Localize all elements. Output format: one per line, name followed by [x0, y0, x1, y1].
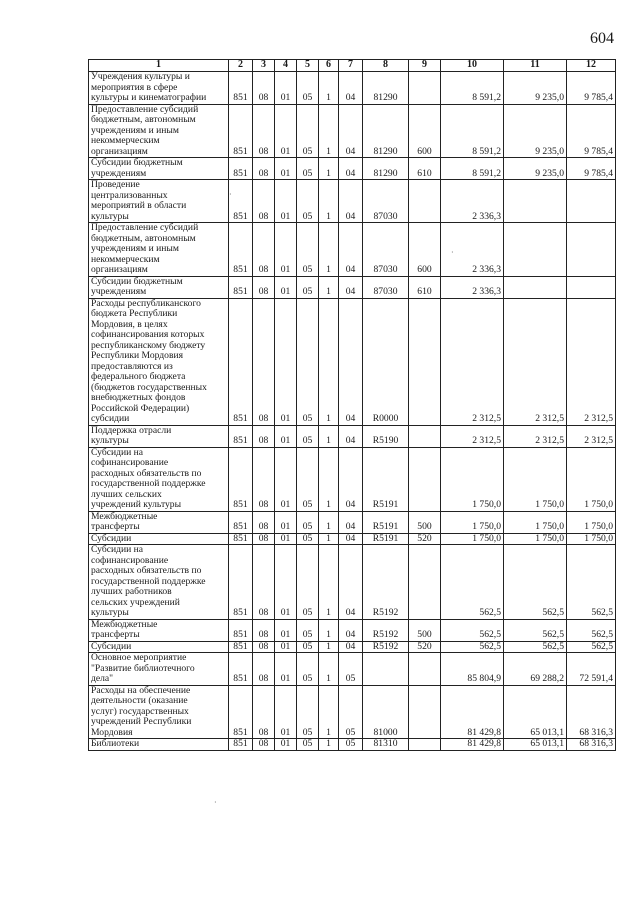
row-value-cell: 01	[275, 533, 297, 545]
row-label-cell: Расходы республиканского бюджета Республики Мордовия, в целях софинансирования которых республиканскому бюджету Республики Мордовия предоставляются из федерального бюджета (бюджетов государственных внебюджетных фондов Российской Федерации) субсидии	[89, 298, 229, 425]
row-value-cell	[567, 223, 616, 277]
row-value-cell: 562,5	[441, 619, 504, 641]
header-cell: 4	[275, 60, 297, 72]
row-value-cell: 04	[339, 72, 363, 105]
row-value-cell: 08	[253, 180, 275, 223]
row-value-cell	[504, 223, 567, 277]
row-value-cell: 05	[339, 739, 363, 751]
row-value-cell: 81290	[363, 104, 409, 158]
row-value-cell: 05	[297, 425, 319, 447]
row-value-cell: 05	[297, 739, 319, 751]
row-value-cell: 01	[275, 739, 297, 751]
row-value-cell: 81290	[363, 158, 409, 180]
row-value-cell: 520	[409, 641, 441, 653]
row-label-cell: Предоставление субсидий бюджетным, автономным учреждениям и иным некоммерческим организациям	[89, 223, 229, 277]
row-value-cell: 01	[275, 298, 297, 425]
row-value-cell: 04	[339, 104, 363, 158]
header-cell: 3	[253, 60, 275, 72]
row-value-cell: 81000	[363, 685, 409, 739]
row-value-cell: 04	[339, 425, 363, 447]
row-value-cell: 01	[275, 511, 297, 533]
row-value-cell: R5191	[363, 533, 409, 545]
row-value-cell	[409, 298, 441, 425]
row-label-cell: Субсидии	[89, 533, 229, 545]
row-value-cell: 851	[229, 533, 253, 545]
row-value-cell: 500	[409, 511, 441, 533]
row-value-cell: 851	[229, 653, 253, 686]
row-value-cell	[409, 447, 441, 511]
row-value-cell: 04	[339, 641, 363, 653]
row-value-cell: 851	[229, 72, 253, 105]
row-value-cell: 08	[253, 447, 275, 511]
table-row	[89, 533, 616, 545]
row-value-cell: 69 288,2	[504, 653, 567, 686]
row-value-cell: 08	[253, 533, 275, 545]
row-value-cell: 851	[229, 511, 253, 533]
row-value-cell: 562,5	[504, 619, 567, 641]
row-value-cell: 05	[297, 511, 319, 533]
table-row	[89, 158, 616, 180]
row-value-cell: 2 336,3	[441, 180, 504, 223]
row-value-cell: 01	[275, 180, 297, 223]
row-value-cell	[504, 180, 567, 223]
row-value-cell: 1	[319, 223, 339, 277]
row-value-cell: 562,5	[567, 641, 616, 653]
row-value-cell	[504, 276, 567, 298]
table-row	[89, 511, 616, 533]
header-cell: 6	[319, 60, 339, 72]
row-value-cell: 01	[275, 158, 297, 180]
row-value-cell: 1 750,0	[567, 533, 616, 545]
row-label-cell: Предоставление субсидий бюджетным, автономным учреждениям и иным некоммерческим организациям	[89, 104, 229, 158]
row-value-cell: 04	[339, 298, 363, 425]
row-value-cell: 851	[229, 641, 253, 653]
row-value-cell: 1	[319, 276, 339, 298]
row-value-cell	[409, 653, 441, 686]
row-value-cell: 81 429,8	[441, 739, 504, 751]
row-label-cell: Межбюджетные трансферты	[89, 511, 229, 533]
row-value-cell: 2 312,5	[567, 425, 616, 447]
row-value-cell: 01	[275, 653, 297, 686]
table-row	[89, 653, 616, 686]
row-value-cell: 9 235,0	[504, 158, 567, 180]
row-label-cell: Субсидии бюджетным учреждениям	[89, 276, 229, 298]
row-value-cell: 68 316,3	[567, 739, 616, 751]
row-label-cell: Учреждения культуры и мероприятия в сфере культуры и кинематографии	[89, 72, 229, 105]
row-value-cell: R5192	[363, 641, 409, 653]
row-value-cell: 851	[229, 276, 253, 298]
table-row	[89, 72, 616, 105]
scan-mark: ·	[229, 190, 232, 199]
row-value-cell: 81 429,8	[441, 685, 504, 739]
row-value-cell: 08	[253, 641, 275, 653]
row-value-cell: 01	[275, 425, 297, 447]
row-value-cell: 1	[319, 180, 339, 223]
row-value-cell: 08	[253, 739, 275, 751]
row-value-cell: R5190	[363, 425, 409, 447]
row-value-cell: 01	[275, 276, 297, 298]
header-cell: 5	[297, 60, 319, 72]
row-value-cell: 9 235,0	[504, 104, 567, 158]
row-value-cell: 08	[253, 158, 275, 180]
row-value-cell: 1 750,0	[441, 511, 504, 533]
row-value-cell: 87030	[363, 180, 409, 223]
row-value-cell: 520	[409, 533, 441, 545]
row-value-cell	[409, 72, 441, 105]
row-value-cell: 85 804,9	[441, 653, 504, 686]
row-value-cell: 05	[297, 180, 319, 223]
row-value-cell: 05	[297, 545, 319, 620]
header-cell: 9	[409, 60, 441, 72]
row-value-cell: 562,5	[567, 619, 616, 641]
row-label-cell: Основное мероприятие "Развитие библиотечного дела"	[89, 653, 229, 686]
row-value-cell: 9 235,0	[504, 72, 567, 105]
row-value-cell: 1	[319, 158, 339, 180]
row-value-cell: 2 336,3	[441, 223, 504, 277]
scan-mark: ·	[214, 798, 217, 807]
row-value-cell: 01	[275, 72, 297, 105]
row-value-cell: R0000	[363, 298, 409, 425]
row-value-cell: 1 750,0	[504, 511, 567, 533]
row-value-cell: 04	[339, 180, 363, 223]
row-value-cell: 851	[229, 158, 253, 180]
row-value-cell	[409, 685, 441, 739]
row-value-cell: 81290	[363, 72, 409, 105]
row-label-cell: Субсидии на софинансирование расходных обязательств по государственной поддержке лучших сельских учреждений культуры	[89, 447, 229, 511]
row-value-cell: 1	[319, 641, 339, 653]
row-value-cell: 1	[319, 447, 339, 511]
row-label-cell: Библиотеки	[89, 739, 229, 751]
row-value-cell: R5191	[363, 447, 409, 511]
row-value-cell: 851	[229, 545, 253, 620]
row-value-cell: 81310	[363, 739, 409, 751]
header-cell: 11	[504, 60, 567, 72]
row-value-cell: 610	[409, 158, 441, 180]
row-value-cell: 851	[229, 685, 253, 739]
row-value-cell: 08	[253, 72, 275, 105]
row-value-cell: 600	[409, 223, 441, 277]
row-value-cell: 851	[229, 298, 253, 425]
table-row	[89, 104, 616, 158]
row-value-cell: 04	[339, 447, 363, 511]
row-value-cell: 08	[253, 223, 275, 277]
row-value-cell	[567, 276, 616, 298]
row-value-cell: 8 591,2	[441, 104, 504, 158]
table-row	[89, 180, 616, 223]
row-value-cell: 1	[319, 685, 339, 739]
table-row	[89, 545, 616, 620]
table-row	[89, 619, 616, 641]
header-cell: 10	[441, 60, 504, 72]
row-value-cell: 05	[297, 685, 319, 739]
row-value-cell: 04	[339, 223, 363, 277]
page-number: 604	[590, 30, 614, 47]
row-value-cell: 08	[253, 276, 275, 298]
scan-mark: ·	[451, 248, 454, 257]
row-value-cell: 1	[319, 619, 339, 641]
row-value-cell	[409, 545, 441, 620]
row-value-cell: 04	[339, 276, 363, 298]
row-value-cell: 08	[253, 104, 275, 158]
row-value-cell: 1	[319, 653, 339, 686]
row-value-cell: 08	[253, 545, 275, 620]
table-row	[89, 685, 616, 739]
row-value-cell: 1	[319, 104, 339, 158]
table-row	[89, 223, 616, 277]
row-value-cell: 1	[319, 739, 339, 751]
row-value-cell: R5192	[363, 619, 409, 641]
row-value-cell: 65 013,1	[504, 739, 567, 751]
row-value-cell: 04	[339, 511, 363, 533]
row-value-cell: 851	[229, 739, 253, 751]
row-value-cell: 851	[229, 447, 253, 511]
row-value-cell: 05	[339, 653, 363, 686]
row-value-cell: 01	[275, 447, 297, 511]
row-value-cell: 01	[275, 685, 297, 739]
row-value-cell: R5192	[363, 545, 409, 620]
row-value-cell: 1	[319, 533, 339, 545]
row-value-cell	[409, 180, 441, 223]
budget-table	[88, 59, 616, 751]
row-value-cell: 1 750,0	[441, 533, 504, 545]
row-value-cell: 1 750,0	[567, 511, 616, 533]
row-value-cell: 08	[253, 298, 275, 425]
row-value-cell: 1 750,0	[504, 533, 567, 545]
row-value-cell: 05	[297, 158, 319, 180]
row-value-cell	[567, 180, 616, 223]
row-value-cell: 08	[253, 619, 275, 641]
row-value-cell: 562,5	[441, 545, 504, 620]
table-row	[89, 739, 616, 751]
header-cell: 1	[89, 60, 229, 72]
row-value-cell: 05	[297, 653, 319, 686]
table-row	[89, 298, 616, 425]
row-value-cell: 01	[275, 104, 297, 158]
row-value-cell: 05	[297, 533, 319, 545]
table-body	[89, 72, 616, 751]
row-value-cell: 851	[229, 223, 253, 277]
row-value-cell: 01	[275, 545, 297, 620]
row-value-cell: 87030	[363, 276, 409, 298]
row-value-cell: R5191	[363, 511, 409, 533]
row-value-cell: 68 316,3	[567, 685, 616, 739]
row-value-cell: 2 312,5	[441, 425, 504, 447]
row-value-cell: 851	[229, 619, 253, 641]
row-value-cell: 01	[275, 223, 297, 277]
row-value-cell: 9 785,4	[567, 72, 616, 105]
row-value-cell: 600	[409, 104, 441, 158]
row-value-cell: 05	[339, 685, 363, 739]
row-value-cell: 04	[339, 158, 363, 180]
row-value-cell: 87030	[363, 223, 409, 277]
row-value-cell: 72 591,4	[567, 653, 616, 686]
row-value-cell	[363, 653, 409, 686]
row-value-cell: 2 312,5	[441, 298, 504, 425]
row-value-cell: 1	[319, 425, 339, 447]
header-cell: 12	[567, 60, 616, 72]
row-value-cell: 08	[253, 685, 275, 739]
row-value-cell: 05	[297, 72, 319, 105]
header-cell: 7	[339, 60, 363, 72]
table-row	[89, 641, 616, 653]
row-label-cell: Субсидии на софинансирование расходных обязательств по государственной поддержке лучших работников сельских учреждений культуры	[89, 545, 229, 620]
row-value-cell: 2 312,5	[567, 298, 616, 425]
row-value-cell	[409, 425, 441, 447]
row-value-cell: 08	[253, 653, 275, 686]
row-value-cell: 2 312,5	[504, 298, 567, 425]
row-value-cell: 8 591,2	[441, 158, 504, 180]
row-value-cell: 04	[339, 619, 363, 641]
row-value-cell: 05	[297, 104, 319, 158]
row-label-cell: Поддержка отрасли культуры	[89, 425, 229, 447]
row-value-cell: 01	[275, 641, 297, 653]
row-label-cell: Проведение централизованных мероприятий в области культуры	[89, 180, 229, 223]
header-cell: 2	[229, 60, 253, 72]
row-value-cell: 2 312,5	[504, 425, 567, 447]
row-value-cell: 1	[319, 511, 339, 533]
row-value-cell: 9 785,4	[567, 158, 616, 180]
row-value-cell: 05	[297, 447, 319, 511]
row-value-cell: 2 336,3	[441, 276, 504, 298]
table-row	[89, 447, 616, 511]
row-value-cell: 1 750,0	[567, 447, 616, 511]
row-label-cell: Межбюджетные трансферты	[89, 619, 229, 641]
row-value-cell: 562,5	[504, 641, 567, 653]
header-cell: 8	[363, 60, 409, 72]
row-value-cell: 05	[297, 641, 319, 653]
row-label-cell: Субсидии бюджетным учреждениям	[89, 158, 229, 180]
row-value-cell: 851	[229, 425, 253, 447]
row-value-cell: 05	[297, 619, 319, 641]
row-value-cell: 08	[253, 425, 275, 447]
row-value-cell: 04	[339, 533, 363, 545]
row-value-cell: 1	[319, 545, 339, 620]
row-value-cell: 8 591,2	[441, 72, 504, 105]
row-value-cell: 05	[297, 276, 319, 298]
row-value-cell: 500	[409, 619, 441, 641]
row-value-cell: 1	[319, 72, 339, 105]
row-value-cell: 05	[297, 223, 319, 277]
row-value-cell: 851	[229, 104, 253, 158]
row-value-cell: 01	[275, 619, 297, 641]
row-value-cell: 1	[319, 298, 339, 425]
row-value-cell: 1 750,0	[504, 447, 567, 511]
row-label-cell: Субсидии	[89, 641, 229, 653]
table-row	[89, 276, 616, 298]
row-label-cell: Расходы на обеспечение деятельности (оказание услуг) государственных учреждений Республики Мордовия	[89, 685, 229, 739]
row-value-cell: 9 785,4	[567, 104, 616, 158]
row-value-cell: 65 013,1	[504, 685, 567, 739]
row-value-cell: 08	[253, 511, 275, 533]
header-row	[89, 60, 616, 72]
row-value-cell: 610	[409, 276, 441, 298]
row-value-cell: 562,5	[441, 641, 504, 653]
row-value-cell: 851	[229, 180, 253, 223]
row-value-cell: 562,5	[504, 545, 567, 620]
row-value-cell: 04	[339, 545, 363, 620]
row-value-cell: 562,5	[567, 545, 616, 620]
row-value-cell: 05	[297, 298, 319, 425]
row-value-cell	[409, 739, 441, 751]
row-value-cell: 1 750,0	[441, 447, 504, 511]
table-row	[89, 425, 616, 447]
